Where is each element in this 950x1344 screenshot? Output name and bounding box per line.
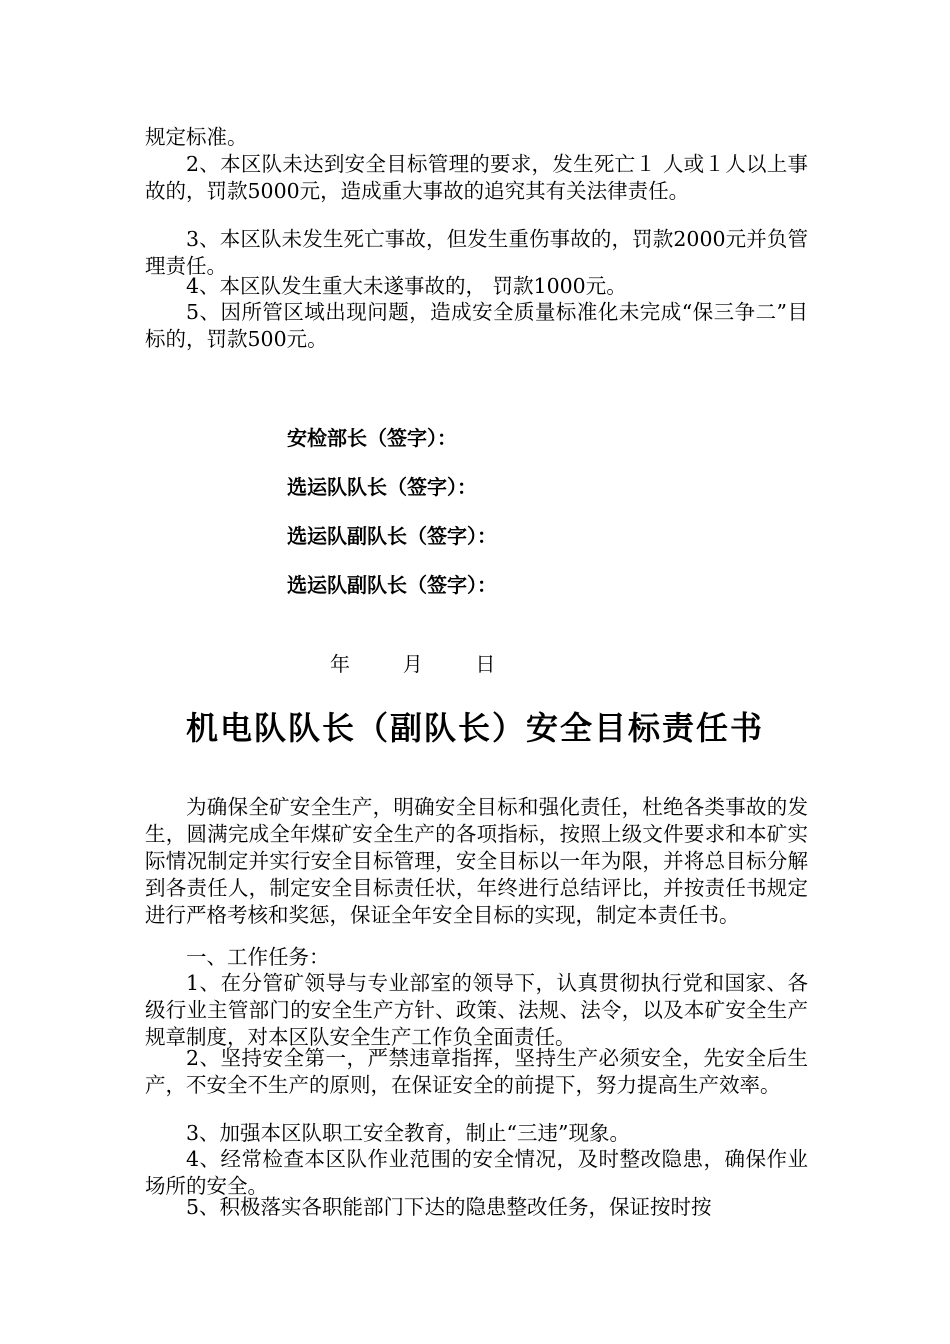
date-line: 年 月 日 — [330, 652, 496, 676]
signature-deputy-leader-1: 选运队副队长（签字）： — [287, 524, 497, 548]
paragraph-penalty-near-miss: 4、本区队发生重大未遂事故的， 罚款1000元。 — [186, 274, 627, 298]
section-heading-tasks: 一、工作任务： — [186, 945, 330, 969]
task-item-1: 1、在分管矿领导与专业部室的领导下，认真贯彻执行党和国家、各级行业主管部门的安全生产方针、政策、法规、法令，以及本矿安全生产规章制度，对本区队安全生产工作负全面责任。 — [145, 971, 808, 1049]
signature-deputy-leader-2: 选运队副队长（签字）： — [287, 573, 497, 597]
paragraph-intro: 为确保全矿安全生产，明确安全目标和强化责任，杜绝各类事故的发生，圆满完成全年煤矿安全生产的各项指标，按照上级文件要求和本矿实际情况制定并实行安全目标管理，安全目标以一年为限，并将总目标分解到各责任人，制定安全目标责任状，年终进行总结评比，并按责任书规定进行严格考核和奖惩，保证全年安全目标的实现，制定本责任书。 — [145, 795, 808, 927]
task-item-5: 5、积极落实各职能部门下达的隐患整改任务，保证按时按 — [186, 1195, 712, 1219]
paragraph-standard-end: 规定标准。 — [145, 125, 248, 149]
paragraph-penalty-injury: 3、本区队未发生死亡事故，但发生重伤事故的，罚款2000元并负管理责任。 — [145, 227, 808, 278]
document-title: 机电队队长（副队长）安全目标责任书 — [185, 709, 764, 747]
signature-team-leader: 选运队队长（签字）： — [287, 475, 477, 499]
paragraph-penalty-standardization: 5、因所管区域出现问题，造成安全质量标准化未完成“保三争二”目标的，罚款500元。 — [145, 300, 808, 351]
paragraph-penalty-death: 2、本区队未达到安全目标管理的要求，发生死亡１ 人或１人以上事故的，罚款5000元，造成重大事故的追究其有关法律责任。 — [145, 152, 808, 203]
signature-safety-director: 安检部长（签字）： — [287, 426, 457, 450]
task-item-2: 2、坚持安全第一，严禁违章指挥，坚持生产必须安全，先安全后生产，不安全不生产的原则，在保证安全的前提下，努力提高生产效率。 — [145, 1046, 808, 1097]
task-item-3: 3、加强本区队职工安全教育，制止“三违”现象。 — [186, 1121, 631, 1145]
task-item-4: 4、经常检查本区队作业范围的安全情况，及时整改隐患，确保作业场所的安全。 — [145, 1147, 808, 1198]
